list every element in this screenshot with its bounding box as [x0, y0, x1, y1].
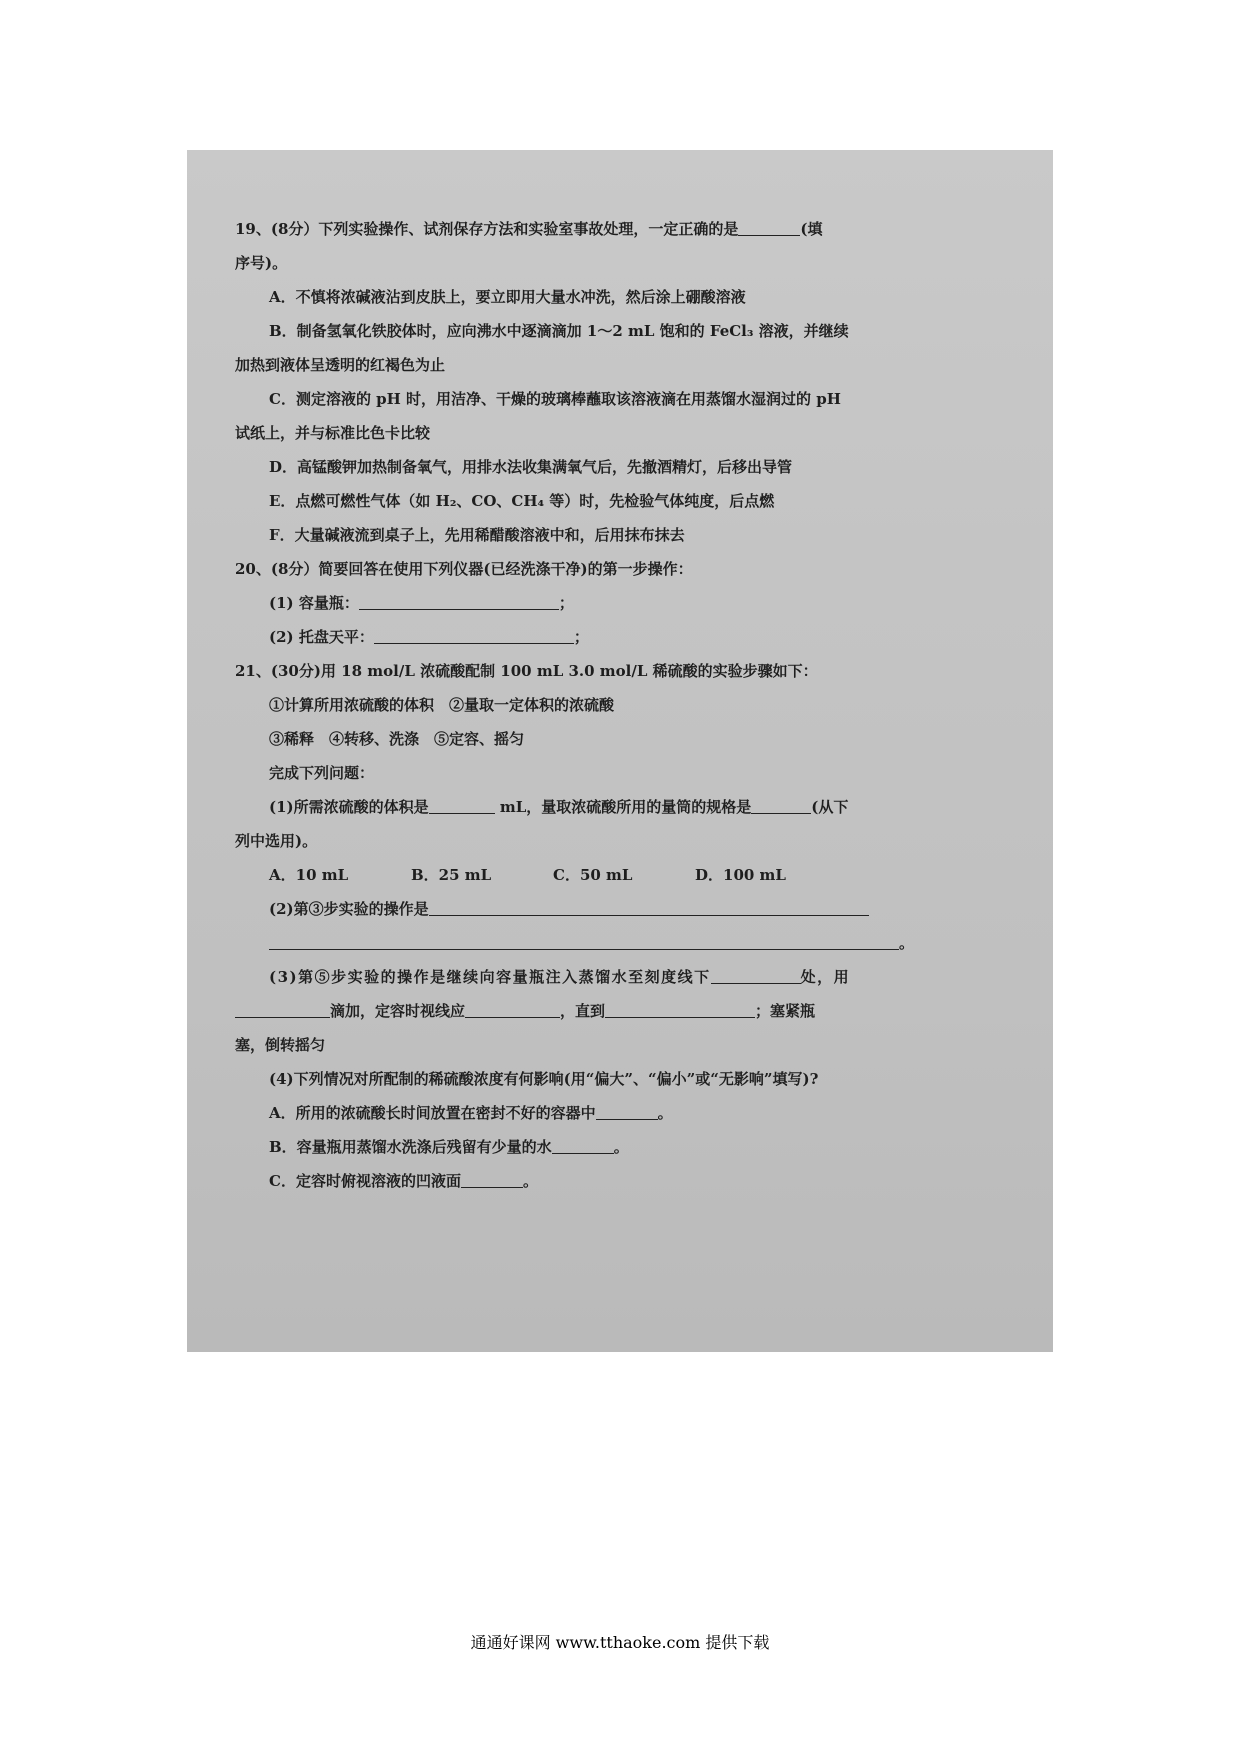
q21-part4-b-blank — [552, 1135, 614, 1154]
exam-content — [235, 212, 1025, 1198]
q19-option-a: A．不慎将浓碱液沾到皮肤上，要立即用大量水冲洗，然后涂上硼酸溶液 — [269, 288, 746, 306]
q19-answer-blank — [738, 217, 800, 236]
q21-cylinder-options — [235, 858, 1025, 892]
q21-part3-text-a: (3)第⑤步实验的操作是继续向容量瓶注入蒸馏水至刻度线下 — [269, 968, 711, 986]
q21-cylinder-blank — [751, 795, 811, 814]
q21-part3-blank-4 — [605, 999, 755, 1018]
q21-part1-text-b: mL，量取浓硫酸所用的量筒的规格是 — [499, 798, 752, 816]
q21-part4-a-text: A．所用的浓硫酸长时间放置在密封不好的容器中 — [269, 1104, 596, 1122]
q21-part2-text: (2)第③步实验的操作是 — [269, 900, 429, 918]
q21-part4-b — [235, 1130, 1025, 1164]
q21-task: 完成下列问题： — [269, 764, 375, 782]
download-footer: 通通好课网 www.tthaoke.com 提供下载 — [470, 1633, 770, 1652]
q21-option-b: B．25 mL — [411, 866, 492, 884]
q21-option-c: C．50 mL — [553, 866, 633, 884]
q21-part1-text-a: (1)所需浓硫酸的体积是 — [269, 798, 429, 816]
q21-stem: 21、(30分)用 18 mol/L 浓硫酸配制 100 mL 3.0 mol/L 稀硫酸的实验步骤如下： — [235, 662, 818, 680]
q19-option-d: D．高锰酸钾加热制备氧气，用排水法收集满氧气后，先撤酒精灯，后移出导管 — [269, 458, 793, 476]
q21-part4-a-blank — [596, 1101, 658, 1120]
q19-stem-line1 — [235, 212, 1025, 246]
q21-part3-text-e: ；塞紧瓶 — [755, 1002, 816, 1020]
q21-part3-line2 — [235, 994, 1025, 1028]
q19-stem: 19、(8分）下列实验操作、试剂保存方法和实验室事故处理，一定正确的是 — [235, 220, 739, 238]
q19-option-f: F．大量碱液流到桌子上，先用稀醋酸溶液中和，后用抹布抹去 — [269, 526, 685, 544]
q21-part4-b-period: 。 — [613, 1138, 629, 1156]
q20-item-2-label: (2) 托盘天平： — [269, 628, 374, 646]
q21-steps-line1: ①计算所用浓硫酸的体积 ②量取一定体积的浓硫酸 — [269, 696, 615, 714]
q21-part3-text-d: ，直到 — [560, 1002, 606, 1020]
q21-option-a: A．10 mL — [269, 866, 349, 884]
q19-option-e: E．点燃可燃性气体（如 H₂、CO、CH₄ 等）时，先检验气体纯度，后点燃 — [269, 492, 775, 510]
q21-part4-stem: (4)下列情况对所配制的稀硫酸浓度有何影响(用“偏大”、“偏小”或“无影响”填写)? — [269, 1070, 819, 1088]
q21-part3-text-b: 处，用 — [800, 968, 851, 986]
q21-volume-blank — [429, 795, 495, 814]
q21-part4-c-blank — [461, 1169, 523, 1188]
q19-option-b-line1: B．制备氢氧化铁胶体时，应向沸水中逐滴滴加 1～2 mL 饱和的 FeCl₃ 溶液，并继续 — [269, 322, 849, 340]
q19-option-b-line2: 加热到液体呈透明的红褐色为止 — [235, 356, 446, 374]
q21-part3-text-c: 滴加，定容时视线应 — [330, 1002, 466, 1020]
q21-part1-text-c: (从下 — [811, 798, 849, 816]
q21-part3-blank-3 — [465, 999, 560, 1018]
q21-part3-line1 — [235, 960, 1025, 994]
q21-part4-c — [235, 1164, 1025, 1198]
q21-part2-line2 — [235, 926, 1025, 960]
q21-part4-a — [235, 1096, 1025, 1130]
q20-item-2-blank — [374, 625, 574, 644]
q19-stem-line2: 序号)。 — [235, 254, 288, 272]
q21-part1-line2: 列中选用)。 — [235, 832, 318, 850]
q20-item-1-label: (1) 容量瓶： — [269, 594, 359, 612]
q21-part2-blank-2 — [269, 931, 899, 950]
q21-part4-b-text: B．容量瓶用蒸馏水洗涤后残留有少量的水 — [269, 1138, 552, 1156]
q19-option-c-line1: C．测定溶液的 pH 时，用洁净、干燥的玻璃棒蘸取该溶液滴在用蒸馏水湿润过的 pH — [269, 390, 841, 408]
q21-steps-line2: ③稀释 ④转移、洗涤 ⑤定容、摇匀 — [269, 730, 525, 748]
q21-part1-line1 — [235, 790, 1025, 824]
q21-part4-a-period: 。 — [657, 1104, 673, 1122]
q21-part2-line1 — [235, 892, 1025, 926]
q21-option-d: D．100 mL — [695, 866, 786, 884]
q20-item-2-end: ； — [573, 628, 589, 646]
exam-page-photo — [187, 150, 1053, 1352]
q21-part4-c-period: 。 — [522, 1172, 538, 1190]
q20-item-1 — [235, 586, 1025, 620]
q20-item-2 — [235, 620, 1025, 654]
q21-part3-blank-1 — [711, 965, 801, 984]
q21-part3-blank-2 — [235, 999, 330, 1018]
q21-part4-c-text: C．定容时俯视溶液的凹液面 — [269, 1172, 461, 1190]
q21-part2-period: 。 — [899, 934, 915, 952]
q21-part3-line3: 塞，倒转摇匀 — [235, 1036, 326, 1054]
q21-part2-blank-1 — [429, 897, 869, 916]
q20-item-1-end: ； — [558, 594, 574, 612]
q20-stem: 20、(8分）简要回答在使用下列仪器(已经洗涤干净)的第一步操作： — [235, 560, 693, 578]
q20-item-1-blank — [359, 591, 559, 610]
q19-option-c-line2: 试纸上，并与标准比色卡比较 — [235, 424, 431, 442]
q19-stem-tail: (填 — [800, 220, 823, 238]
